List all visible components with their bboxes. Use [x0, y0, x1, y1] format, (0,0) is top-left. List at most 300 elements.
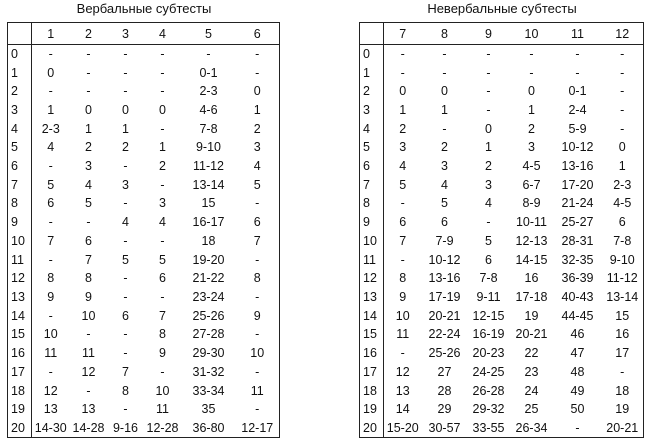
raw-score-cell: 10	[360, 232, 384, 251]
table-cell: 11	[44, 346, 58, 361]
table-cell: 14	[395, 402, 410, 417]
table-cell: 13-14	[192, 177, 225, 192]
table-cell: 7-8	[613, 233, 632, 248]
table-cell: 1	[441, 102, 448, 117]
table-cell: 19	[524, 308, 539, 323]
table-cell: 6	[253, 215, 261, 230]
table-cell: -	[529, 65, 534, 80]
table-cell: 48	[570, 364, 585, 379]
column-header: 7	[384, 23, 422, 45]
table-cell: 17	[615, 346, 630, 361]
table-cell: 2	[85, 140, 92, 155]
table-cell: 1	[485, 140, 492, 155]
table-cell: -	[486, 65, 491, 80]
table-cell: 32-35	[561, 252, 594, 267]
table-cell: 9-11	[476, 289, 501, 304]
table-row	[8, 175, 280, 194]
table-cell: -	[48, 84, 53, 99]
table-cell: 21-24	[561, 196, 594, 211]
table-row	[360, 362, 644, 381]
table-cell: 4	[122, 215, 129, 230]
table-row	[360, 288, 644, 307]
raw-score-cell: 13	[360, 288, 384, 307]
table-row	[360, 306, 644, 325]
table-cell: 20-21	[515, 327, 548, 342]
raw-score-cell: 14	[360, 306, 384, 325]
table-cell: -	[86, 327, 91, 342]
table-cell: 49	[570, 383, 585, 398]
table-cell: 13	[81, 402, 96, 417]
table-cell: 3	[253, 140, 261, 155]
raw-score-cell: 7	[360, 175, 384, 194]
raw-score-cell: 3	[360, 101, 384, 120]
table-cell: 16	[615, 327, 630, 342]
table-cell: 28	[437, 383, 452, 398]
raw-score-cell: 17	[360, 362, 384, 381]
raw-score-cell: 20	[8, 419, 32, 438]
table-cell: 10	[43, 327, 58, 342]
table-cell: 17-20	[561, 177, 594, 192]
table-row	[8, 157, 280, 176]
table-cell: 6-7	[522, 177, 541, 192]
table-cell: 12-28	[146, 420, 179, 435]
raw-score-cell: 0	[8, 45, 32, 64]
table-cell: 0-1	[568, 84, 587, 99]
raw-score-cell: 19	[8, 400, 32, 419]
table-cell: 7	[399, 233, 407, 248]
table-cell: 10	[155, 383, 170, 398]
table-cell: 4	[485, 196, 492, 211]
table-cell: -	[486, 47, 491, 62]
corner-cell	[360, 23, 384, 45]
table-cell: 1	[528, 102, 535, 117]
table-cell: -	[48, 364, 53, 379]
table-cell: 19	[615, 402, 630, 417]
table-cell: 46	[570, 327, 585, 342]
table-cell: -	[575, 47, 580, 62]
table-cell: 2	[253, 121, 261, 136]
table-cell: 2	[441, 140, 448, 155]
table-cell: 0	[47, 65, 55, 80]
table-cell: 2-3	[199, 84, 218, 99]
table-cell: 9	[47, 289, 55, 304]
raw-score-cell: 16	[360, 344, 384, 363]
table-cell: 47	[570, 346, 585, 361]
column-header: 2	[70, 23, 108, 45]
table-cell: 23	[524, 364, 539, 379]
header-row	[8, 23, 280, 45]
table-cell: 2-3	[613, 177, 632, 192]
table-cell: -	[160, 84, 165, 99]
verbal-subtests-title: Вербальные субтесты	[76, 1, 212, 16]
table-cell: 8	[253, 271, 261, 286]
raw-score-cell: 5	[8, 138, 32, 157]
table-cell: 14-30	[34, 420, 67, 435]
table-cell: -	[123, 346, 128, 361]
raw-score-cell: 13	[8, 288, 32, 307]
column-header: 12	[602, 23, 644, 45]
table-row	[8, 269, 280, 288]
table-cell: 7	[47, 233, 55, 248]
table-row	[8, 82, 280, 101]
table-row	[8, 288, 280, 307]
table-cell: 36-80	[192, 420, 225, 435]
table-cell: 0	[485, 121, 492, 136]
table-cell: 3	[85, 159, 92, 174]
table-cell: -	[400, 65, 405, 80]
table-cell: 25-26	[192, 308, 225, 323]
table-cell: 3	[528, 140, 535, 155]
table-cell: 5-9	[568, 121, 587, 136]
table-cell: 9	[253, 308, 261, 323]
table-cell: -	[620, 65, 625, 80]
table-cell: -	[123, 271, 128, 286]
raw-score-cell: 19	[360, 400, 384, 419]
table-cell: 10	[250, 346, 265, 361]
table-cell: 12	[395, 364, 410, 379]
table-cell: 21-22	[192, 271, 225, 286]
table-cell: -	[255, 327, 260, 342]
table-cell: -	[442, 47, 447, 62]
table-cell: 11	[82, 346, 95, 361]
table-row	[8, 101, 280, 120]
table-row	[8, 306, 280, 325]
table-cell: 1	[618, 159, 626, 174]
table-cell: -	[442, 65, 447, 80]
table-cell: 29	[437, 402, 452, 417]
table-cell: 20-23	[472, 346, 505, 361]
table-cell: 1	[159, 140, 166, 155]
table-cell: 4-6	[199, 102, 218, 117]
table-cell: 9	[85, 289, 92, 304]
table-cell: 3	[159, 196, 166, 211]
table-cell: 7	[122, 364, 129, 379]
table-cell: 11	[396, 327, 410, 342]
raw-score-cell: 18	[360, 381, 384, 400]
table-cell: -	[206, 47, 211, 62]
table-row	[8, 381, 280, 400]
table-cell: 5	[399, 177, 407, 192]
table-cell: 15	[201, 196, 216, 211]
table-cell: -	[255, 47, 260, 62]
table-cell: 0	[122, 102, 129, 117]
table-cell: -	[620, 102, 625, 117]
table-cell: 36-39	[561, 271, 594, 286]
table-cell: 2	[159, 159, 166, 174]
raw-score-cell: 14	[8, 306, 32, 325]
raw-score-cell: 15	[8, 325, 32, 344]
table-cell: -	[255, 289, 260, 304]
table-row	[360, 138, 644, 157]
table-cell: -	[400, 252, 405, 267]
table-cell: -	[255, 402, 260, 417]
table-cell: 10-12	[428, 252, 461, 267]
table-cell: 12-13	[515, 233, 548, 248]
table-cell: 7-9	[435, 233, 454, 248]
table-row	[360, 213, 644, 232]
table-cell: -	[160, 65, 165, 80]
table-cell: 18	[615, 383, 630, 398]
table-cell: -	[123, 65, 128, 80]
table-cell: 30-57	[428, 420, 461, 435]
table-cell: 4-5	[613, 196, 632, 211]
table-cell: -	[123, 402, 128, 417]
column-header: 6	[236, 23, 280, 45]
table-cell: 10-11	[515, 215, 548, 230]
raw-score-cell: 5	[360, 138, 384, 157]
table-cell: 1	[253, 102, 261, 117]
table-cell: 50	[570, 402, 585, 417]
raw-score-cell: 12	[8, 269, 32, 288]
table-cell: 13	[43, 402, 58, 417]
table-cell: 0	[253, 84, 261, 99]
table-cell: 5	[47, 177, 55, 192]
table-row	[8, 362, 280, 381]
raw-score-cell: 10	[8, 232, 32, 251]
table-row	[8, 119, 280, 138]
table-row	[360, 250, 644, 269]
column-header: 4	[144, 23, 182, 45]
table-cell: 6	[618, 215, 626, 230]
raw-score-cell: 20	[360, 419, 384, 438]
table-cell: -	[123, 327, 128, 342]
table-cell: 10-12	[561, 140, 594, 155]
table-cell: 12	[43, 383, 58, 398]
table-cell: 4	[159, 215, 166, 230]
table-cell: 26-28	[472, 383, 505, 398]
raw-score-cell: 2	[360, 82, 384, 101]
table-cell: 14-28	[72, 420, 105, 435]
table-cell: 15-20	[386, 420, 419, 435]
table-cell: 11-12	[606, 271, 638, 286]
table-cell: -	[400, 196, 405, 211]
table-row	[8, 194, 280, 213]
column-header: 10	[510, 23, 554, 45]
table-cell: -	[575, 420, 580, 435]
table-cell: 19-20	[192, 252, 225, 267]
table-cell: 12-17	[241, 420, 274, 435]
table-cell: 25	[524, 402, 539, 417]
table-cell: 33-55	[472, 420, 505, 435]
table-cell: 6	[159, 271, 166, 286]
table-cell: 5	[159, 252, 166, 267]
table-cell: 0-1	[199, 65, 218, 80]
table-cell: 13-14	[606, 289, 639, 304]
table-cell: 0	[441, 84, 448, 99]
table-cell: -	[160, 47, 165, 62]
raw-score-cell: 18	[8, 381, 32, 400]
raw-score-cell: 7	[8, 175, 32, 194]
table-cell: 9-10	[195, 140, 222, 155]
table-cell: 25-26	[428, 346, 461, 361]
table-cell: 4	[85, 177, 92, 192]
table-cell: 13	[395, 383, 410, 398]
table-cell: 12	[81, 364, 96, 379]
table-row	[360, 63, 644, 82]
table-cell: -	[48, 308, 53, 323]
table-row	[8, 213, 280, 232]
raw-score-cell: 11	[8, 250, 32, 269]
table-cell: 8	[85, 271, 92, 286]
table-cell: 3	[441, 159, 448, 174]
header-row	[360, 23, 644, 45]
table-cell: -	[620, 84, 625, 99]
table-cell: 5	[485, 233, 492, 248]
table-cell: 16	[524, 271, 539, 286]
raw-score-cell: 0	[360, 45, 384, 64]
table-cell: -	[123, 233, 128, 248]
table-cell: -	[123, 47, 128, 62]
raw-score-cell: 4	[8, 119, 32, 138]
table-cell: 13-16	[561, 159, 594, 174]
raw-score-cell: 9	[360, 213, 384, 232]
table-cell: -	[123, 159, 128, 174]
table-cell: 24-25	[472, 364, 505, 379]
raw-score-cell: 15	[360, 325, 384, 344]
table-cell: 4-5	[522, 159, 541, 174]
table-cell: 5	[253, 177, 261, 192]
table-cell: 27	[437, 364, 452, 379]
table-row	[360, 194, 644, 213]
table-cell: -	[486, 102, 491, 117]
raw-score-cell: 9	[8, 213, 32, 232]
table-cell: 26-34	[515, 420, 548, 435]
table-cell: 6	[122, 308, 129, 323]
table-cell: -	[160, 289, 165, 304]
table-cell: 9	[399, 289, 407, 304]
table-cell: 0	[618, 140, 626, 155]
table-cell: 2	[528, 121, 535, 136]
table-cell: 13-16	[428, 271, 461, 286]
table-row	[8, 63, 280, 82]
raw-score-cell: 16	[8, 344, 32, 363]
corner-cell	[8, 23, 32, 45]
table-cell: -	[48, 252, 53, 267]
table-cell: -	[255, 65, 260, 80]
table-cell: 8-9	[522, 196, 541, 211]
table-cell: 7-8	[199, 121, 218, 136]
table-cell: 7	[159, 308, 166, 323]
table-cell: 20-21	[428, 308, 461, 323]
table-cell: 22	[524, 346, 539, 361]
table-row	[360, 232, 644, 251]
table-cell: 2	[399, 121, 407, 136]
table-cell: -	[620, 47, 625, 62]
table-cell: 8	[122, 383, 129, 398]
table-cell: 9	[159, 346, 166, 361]
table-cell: 5	[85, 196, 92, 211]
table-cell: 7	[85, 252, 92, 267]
table-row	[8, 400, 280, 419]
table-row	[360, 101, 644, 120]
table-cell: 0	[528, 84, 535, 99]
table-cell: 6	[485, 252, 492, 267]
table-cell: 14-15	[515, 252, 548, 267]
table-row	[8, 344, 280, 363]
table-cell: -	[620, 364, 625, 379]
table-cell: 7-8	[479, 271, 498, 286]
table-cell: 33-34	[192, 383, 225, 398]
table-cell: -	[160, 233, 165, 248]
table-cell: -	[86, 84, 91, 99]
table-row	[360, 325, 644, 344]
table-cell: 17-18	[515, 289, 548, 304]
table-cell: 0	[85, 102, 92, 117]
table-cell: 5	[122, 252, 129, 267]
table-cell: -	[86, 65, 91, 80]
nonverbal-subtests-table	[359, 22, 644, 438]
table-cell: 3	[122, 177, 129, 192]
table-cell: 2-3	[41, 121, 60, 136]
table-cell: -	[486, 84, 491, 99]
table-cell: 31-32	[192, 364, 225, 379]
raw-score-cell: 1	[360, 63, 384, 82]
table-cell: 15	[615, 308, 630, 323]
table-row	[360, 157, 644, 176]
column-header: 9	[468, 23, 510, 45]
table-row	[360, 419, 644, 438]
table-cell: 29-30	[192, 346, 225, 361]
table-cell: 8	[399, 271, 407, 286]
table-cell: 4	[47, 140, 55, 155]
nonverbal-subtests-title: Невербальные субтесты	[427, 1, 577, 16]
raw-score-cell: 12	[360, 269, 384, 288]
table-cell: 11	[156, 402, 169, 417]
table-row	[8, 325, 280, 344]
table-cell: 9-16	[112, 420, 139, 435]
table-cell: 2	[485, 159, 492, 174]
table-cell: 0	[159, 102, 166, 117]
table-cell: 28-31	[561, 233, 594, 248]
column-header: 8	[422, 23, 468, 45]
table-cell: -	[123, 84, 128, 99]
table-cell: 3	[485, 177, 492, 192]
table-cell: 0	[399, 84, 407, 99]
table-cell: -	[160, 364, 165, 379]
column-header: 1	[32, 23, 70, 45]
table-cell: -	[86, 383, 91, 398]
table-cell: 24	[524, 383, 539, 398]
raw-score-cell: 11	[360, 250, 384, 269]
table-cell: 16-17	[192, 215, 225, 230]
column-header: 5	[182, 23, 236, 45]
table-cell: 7	[253, 233, 261, 248]
table-cell: -	[400, 47, 405, 62]
table-cell: 29-32	[472, 402, 505, 417]
table-cell: 4	[253, 159, 261, 174]
table-cell: -	[48, 215, 53, 230]
table-row	[360, 269, 644, 288]
table-row	[360, 119, 644, 138]
table-cell: -	[529, 47, 534, 62]
table-cell: -	[442, 121, 447, 136]
table-row	[360, 344, 644, 363]
table-cell: -	[86, 215, 91, 230]
raw-score-cell: 2	[8, 82, 32, 101]
table-cell: -	[575, 65, 580, 80]
table-cell: 6	[441, 215, 448, 230]
table-cell: 10	[395, 308, 410, 323]
raw-score-cell: 4	[360, 119, 384, 138]
column-header: 3	[108, 23, 144, 45]
table-cell: -	[620, 121, 625, 136]
raw-score-cell: 8	[8, 194, 32, 213]
table-cell: 8	[47, 271, 55, 286]
table-cell: 11	[250, 383, 264, 398]
table-row	[360, 400, 644, 419]
table-cell: -	[86, 47, 91, 62]
table-row	[360, 175, 644, 194]
